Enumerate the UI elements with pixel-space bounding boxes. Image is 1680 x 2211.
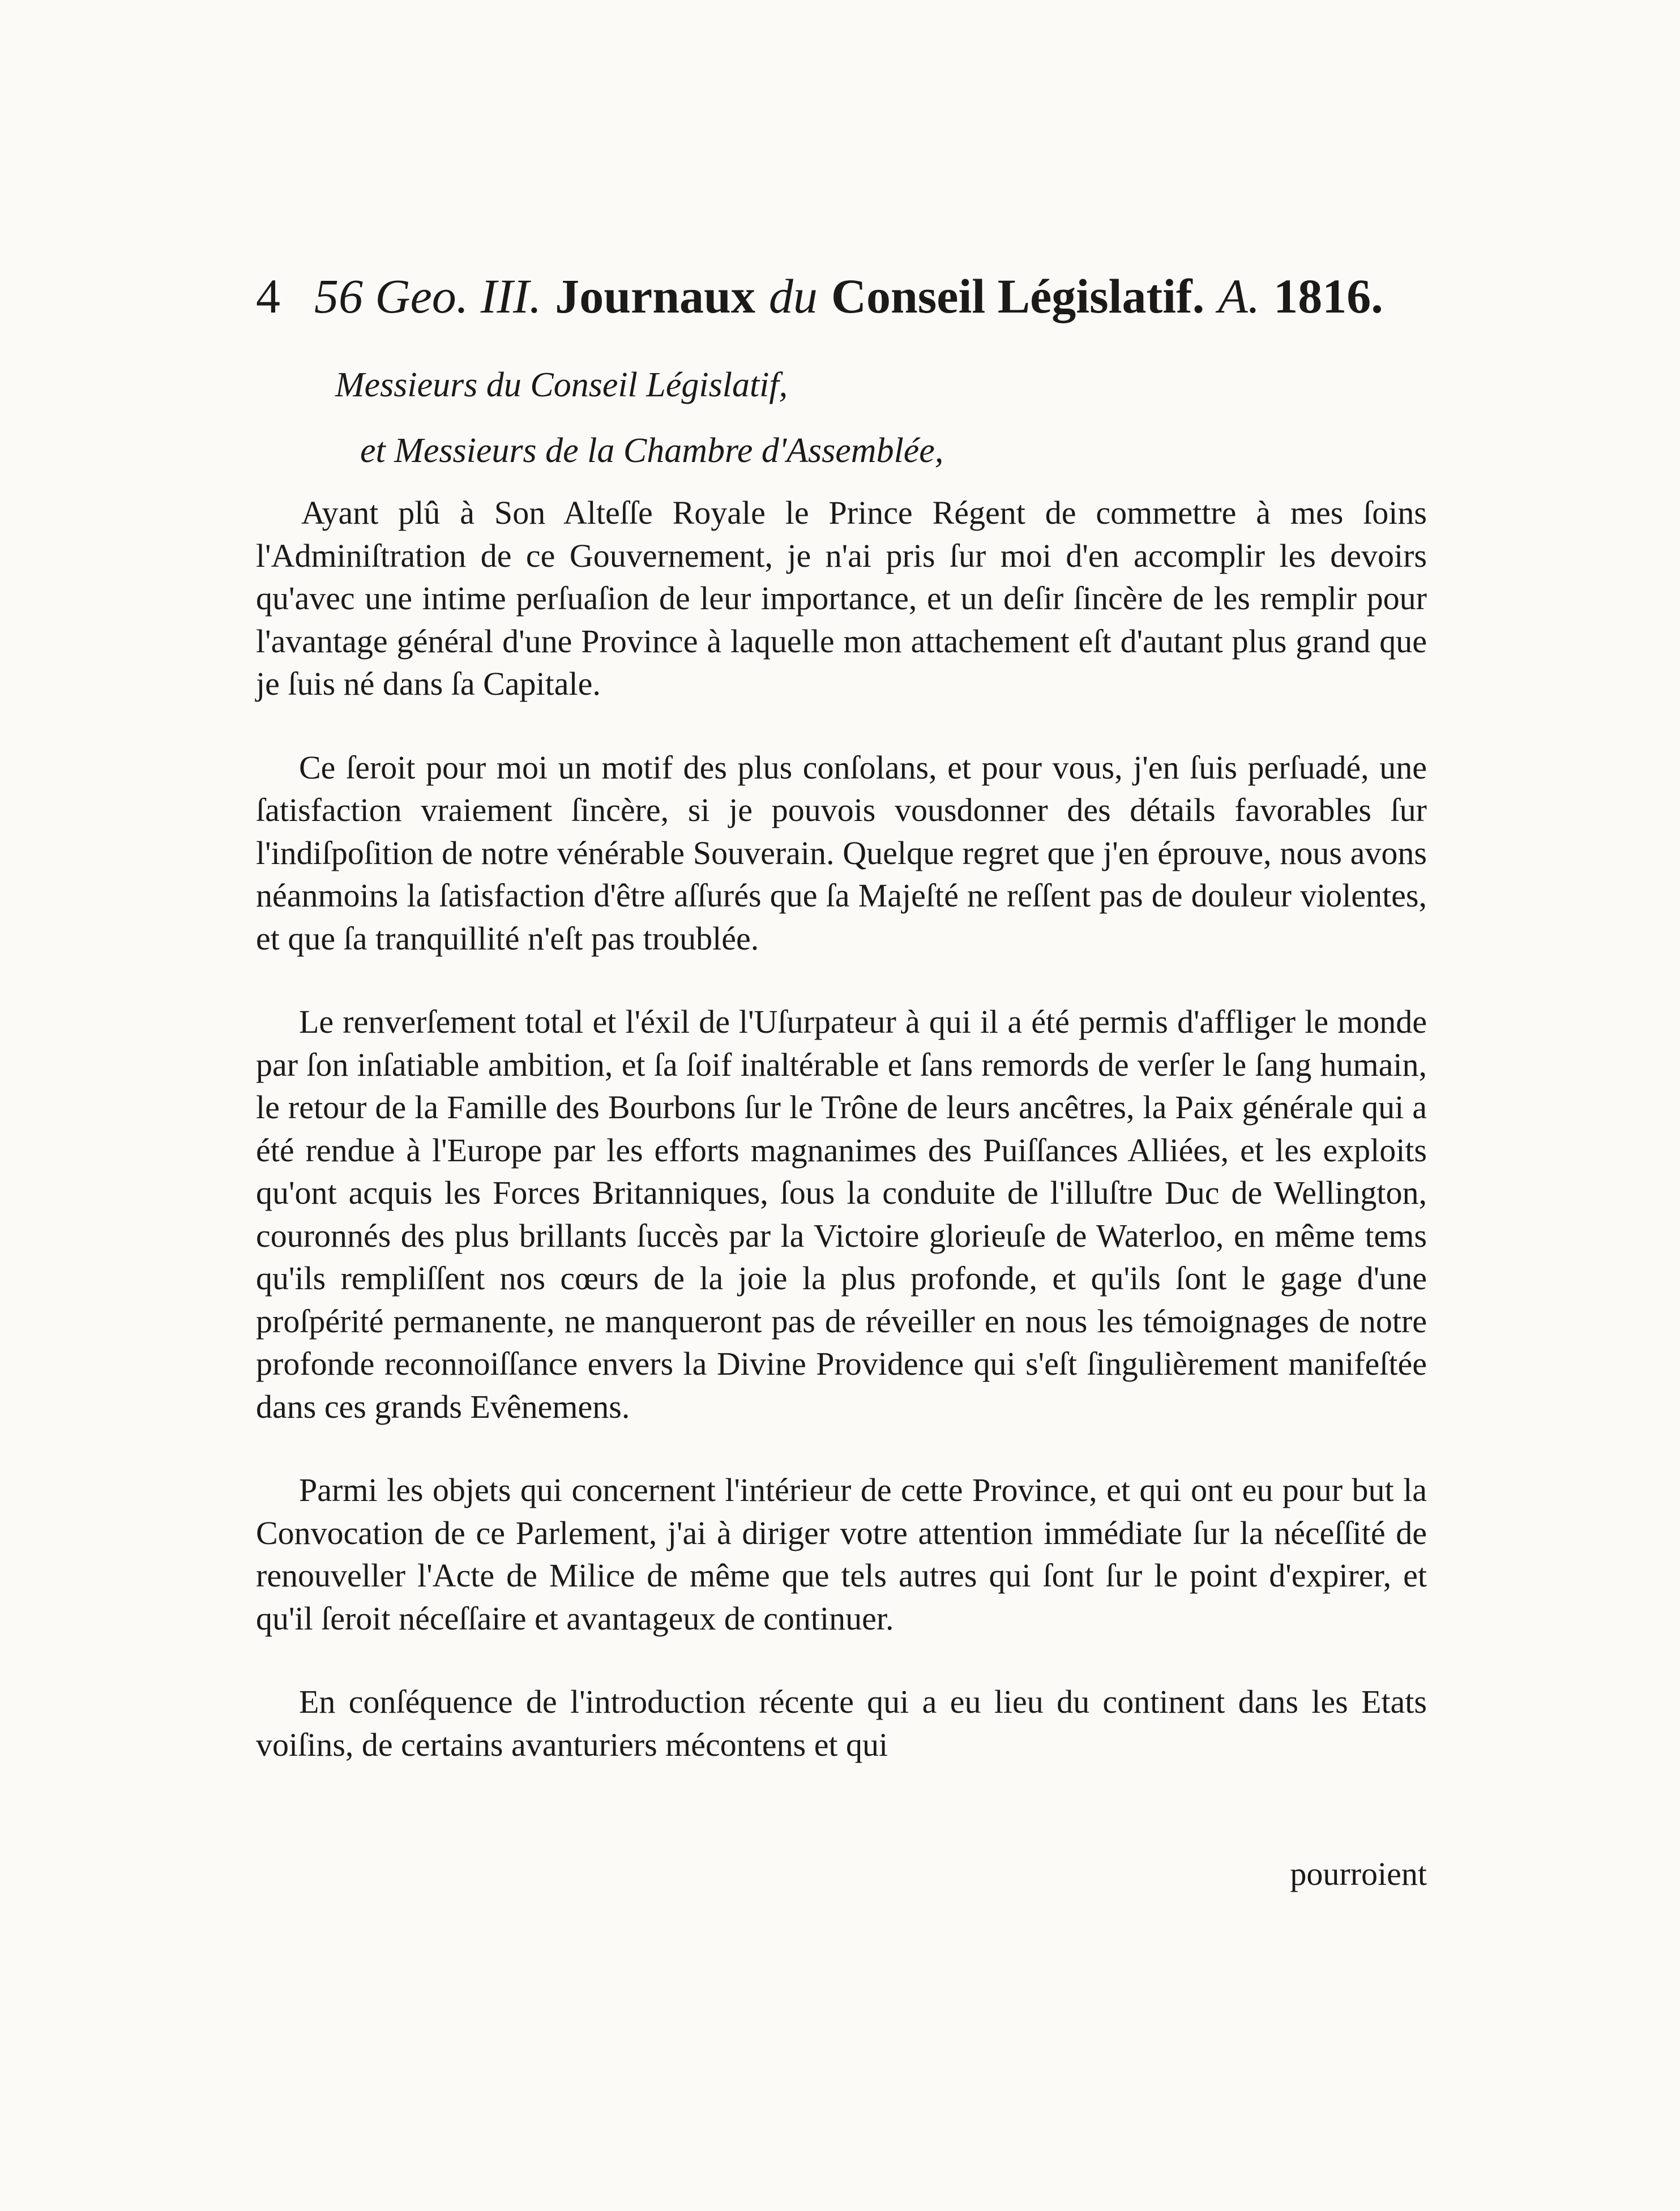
running-head xyxy=(256,265,1427,327)
paragraph-4: Parmi les objets qui concernent l'intérieur de cette Province, et qui ont eu pour but la Convocation de ce Parlement, j'ai à diriger votre attention immédiate ſur la néceſſité de renouveller l'Acte de Milice de même que tels autres qui ſont ſur le point d'expirer, et qu'il ſeroit néceſſaire et avantageux de continuer. xyxy=(256,1472,1427,1637)
journal-title-du: du xyxy=(768,269,818,323)
anno-mark: A. xyxy=(1218,269,1260,323)
salutation-line-1: Messieurs du Conseil Législatif, xyxy=(335,366,788,404)
catchword: pourroient xyxy=(1290,1855,1427,1892)
paragraph-5: En conſéquence de l'introduction récente qui a eu lieu du continent dans les Etats voiſins, de certains avanturiers mécontens et qui xyxy=(256,1683,1427,1763)
journal-title-part2: Conseil Législatif. xyxy=(831,269,1205,323)
paragraph-1: Ayant plû à Son Alteſſe Royale le Prince Régent de commettre à mes ſoins l'Adminiſtration de ce Gouvernement, je n'ai pris ſur moi d'en accomplir les devoirs qu'avec une intime perſuaſion de leur importance, et un deſir ſincère de les remplir pour l'avantage général d'une Province à laquelle mon attachement eſt d'autant plus grand que je ſuis né dans ſa Capitale. xyxy=(256,494,1427,702)
salutation-line-2: et Messieurs de la Chambre d'Assemblée, xyxy=(360,431,944,470)
paragraph-3: Le renverſement total et l'éxil de l'Uſurpateur à qui il a été permis d'affliger le monde par ſon inſatiable ambition, et ſa ſoif inaltérable et ſans remords de verſer le ſang humain, le retour de la Famille des Bourbons ſur le Trône de leurs ancêtres, la Paix générale qui a été rendue à l'Europe par les efforts magnanimes des Puiſſances Alliées, et les exploits qu'ont acquis les Forces Britanniques, ſous la conduite de l'illuſtre Duc de Wellington, couronnés des plus brillants ſuccès par la Victoire glorieuſe de Waterloo, en même tems qu'ils rempliſſent nos cœurs de la joie la plus profonde, et qu'ils ſont le gage d'une proſpérité permanente, ne manqueront pas de réveiller en nous les témoignages de notre profonde reconnoiſſance envers la Divine Providence qui s'eſt ſingulièrement manifeſtée dans ces grands Evênemens. xyxy=(256,1003,1427,1425)
paragraph-2: Ce ſeroit pour moi un motif des plus conſolans, et pour vous, j'en ſuis perſuadé, une ſatisfaction vraiement ſincère, si je pouvois vousdonner des détails favorables ſur l'indiſpoſition de notre vénérable Souverain. Quelque regret que j'en éprouve, nous avons néanmoins la ſatisfaction d'être aſſurés que ſa Majeſté ne reſſent pas de douleur violentes, et que ſa tranquillité n'eſt pas troublée. xyxy=(256,749,1427,957)
regnal-year: 56 Geo. III. xyxy=(314,269,542,323)
speech-body xyxy=(256,491,1427,1766)
journal-title-part1: Journaux xyxy=(555,269,755,323)
page-number: 4 xyxy=(256,269,280,323)
header-year: 1816. xyxy=(1273,269,1383,323)
